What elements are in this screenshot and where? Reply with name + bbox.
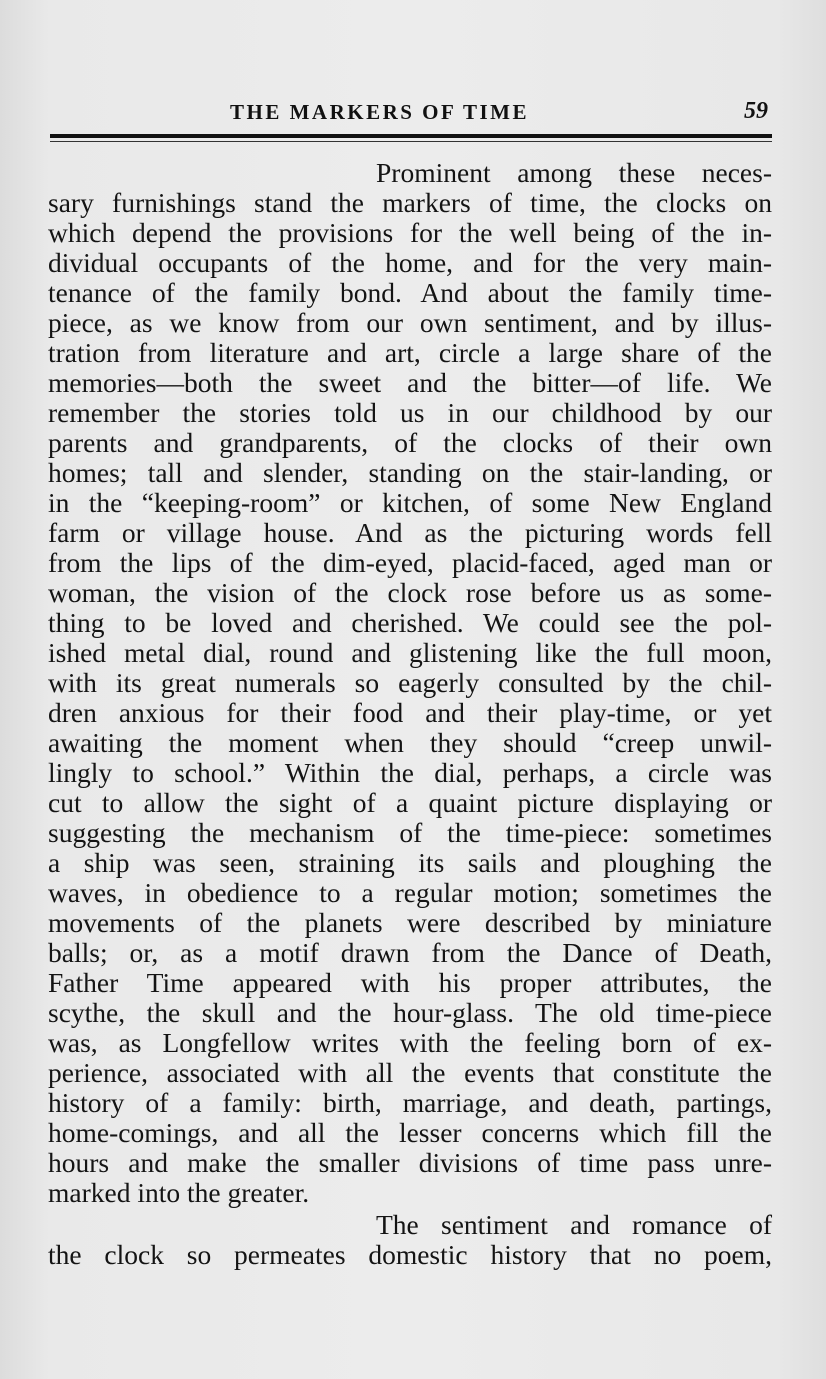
text-line: suggesting the mechanism of the time-piece: sometimes (48, 817, 772, 848)
text-line: lingly to school.” Within the dial, perhaps, a circle was (48, 757, 772, 788)
header-rule-thick (50, 134, 772, 138)
text-line: The sentiment and romance of (376, 1209, 772, 1240)
text-line: remember the stories told us in our childhood by our (48, 397, 772, 428)
page-number: 59 (744, 98, 768, 124)
text-line: tenance of the family bond. And about the family time- (48, 277, 772, 308)
text-line: balls; or, as a motif drawn from the Dance of Death, (48, 937, 772, 968)
text-line: home-comings, and all the lesser concerns which fill the (48, 1117, 772, 1148)
text-line: in the “keeping-room” or kitchen, of some New England (48, 487, 772, 518)
text-line: a ship was seen, straining its sails and ploughing the (48, 847, 772, 878)
text-line: woman, the vision of the clock rose before us as some- (48, 577, 772, 608)
text-line: piece, as we know from our own sentiment, and by illus- (48, 307, 772, 338)
text-line: waves, in obedience to a regular motion; sometimes the (48, 877, 772, 908)
header-rule-thin (50, 141, 772, 142)
text-line: awaiting the moment when they should “creep unwil- (48, 727, 772, 758)
text-line: from the lips of the dim-eyed, placid-faced, aged man or (48, 547, 772, 578)
text-line: memories—both the sweet and the bitter—of life. We (48, 367, 772, 398)
text-line: parents and grandparents, of the clocks of their own (48, 427, 772, 458)
text-line: Father Time appeared with his proper attributes, the (48, 967, 772, 998)
body-text (48, 158, 772, 1270)
text-line: farm or village house. And as the picturing words fell (48, 517, 772, 548)
text-line: cut to allow the sight of a quaint picture displaying or (48, 787, 772, 818)
text-line: marked into the greater. (48, 1177, 310, 1208)
paragraph-2 (48, 1210, 772, 1270)
text-line: tration from literature and art, circle a large share of the (48, 337, 772, 368)
text-line: dividual occupants of the home, and for the very main- (48, 247, 772, 278)
paragraph-1 (48, 158, 772, 1208)
text-line: the clock so permeates domestic history that no poem, (48, 1239, 772, 1270)
text-line: dren anxious for their food and their play-time, or yet (48, 697, 772, 728)
text-line: Prominent among these neces- (376, 157, 772, 188)
text-line: perience, associated with all the events that constitute the (48, 1057, 772, 1088)
text-line: history of a family: birth, marriage, and death, partings, (48, 1087, 772, 1118)
text-line: scythe, the skull and the hour-glass. The old time-piece (48, 997, 772, 1028)
text-line: hours and make the smaller divisions of time pass unre- (48, 1147, 772, 1178)
text-line: with its great numerals so eagerly consulted by the chil- (48, 667, 772, 698)
running-head-title: THE MARKERS OF TIME (230, 100, 529, 124)
text-line: movements of the planets were described by miniature (48, 907, 772, 938)
text-line: was, as Longfellow writes with the feeling born of ex- (48, 1027, 772, 1058)
text-line: sary furnishings stand the markers of time, the clocks on (48, 187, 772, 218)
text-line: which depend the provisions for the well being of the in- (48, 217, 772, 248)
text-line: homes; tall and slender, standing on the stair-landing, or (48, 457, 772, 488)
text-line: ished metal dial, round and glistening like the full moon, (48, 637, 772, 668)
running-head (48, 96, 772, 130)
text-line: thing to be loved and cherished. We could see the pol- (48, 607, 772, 638)
